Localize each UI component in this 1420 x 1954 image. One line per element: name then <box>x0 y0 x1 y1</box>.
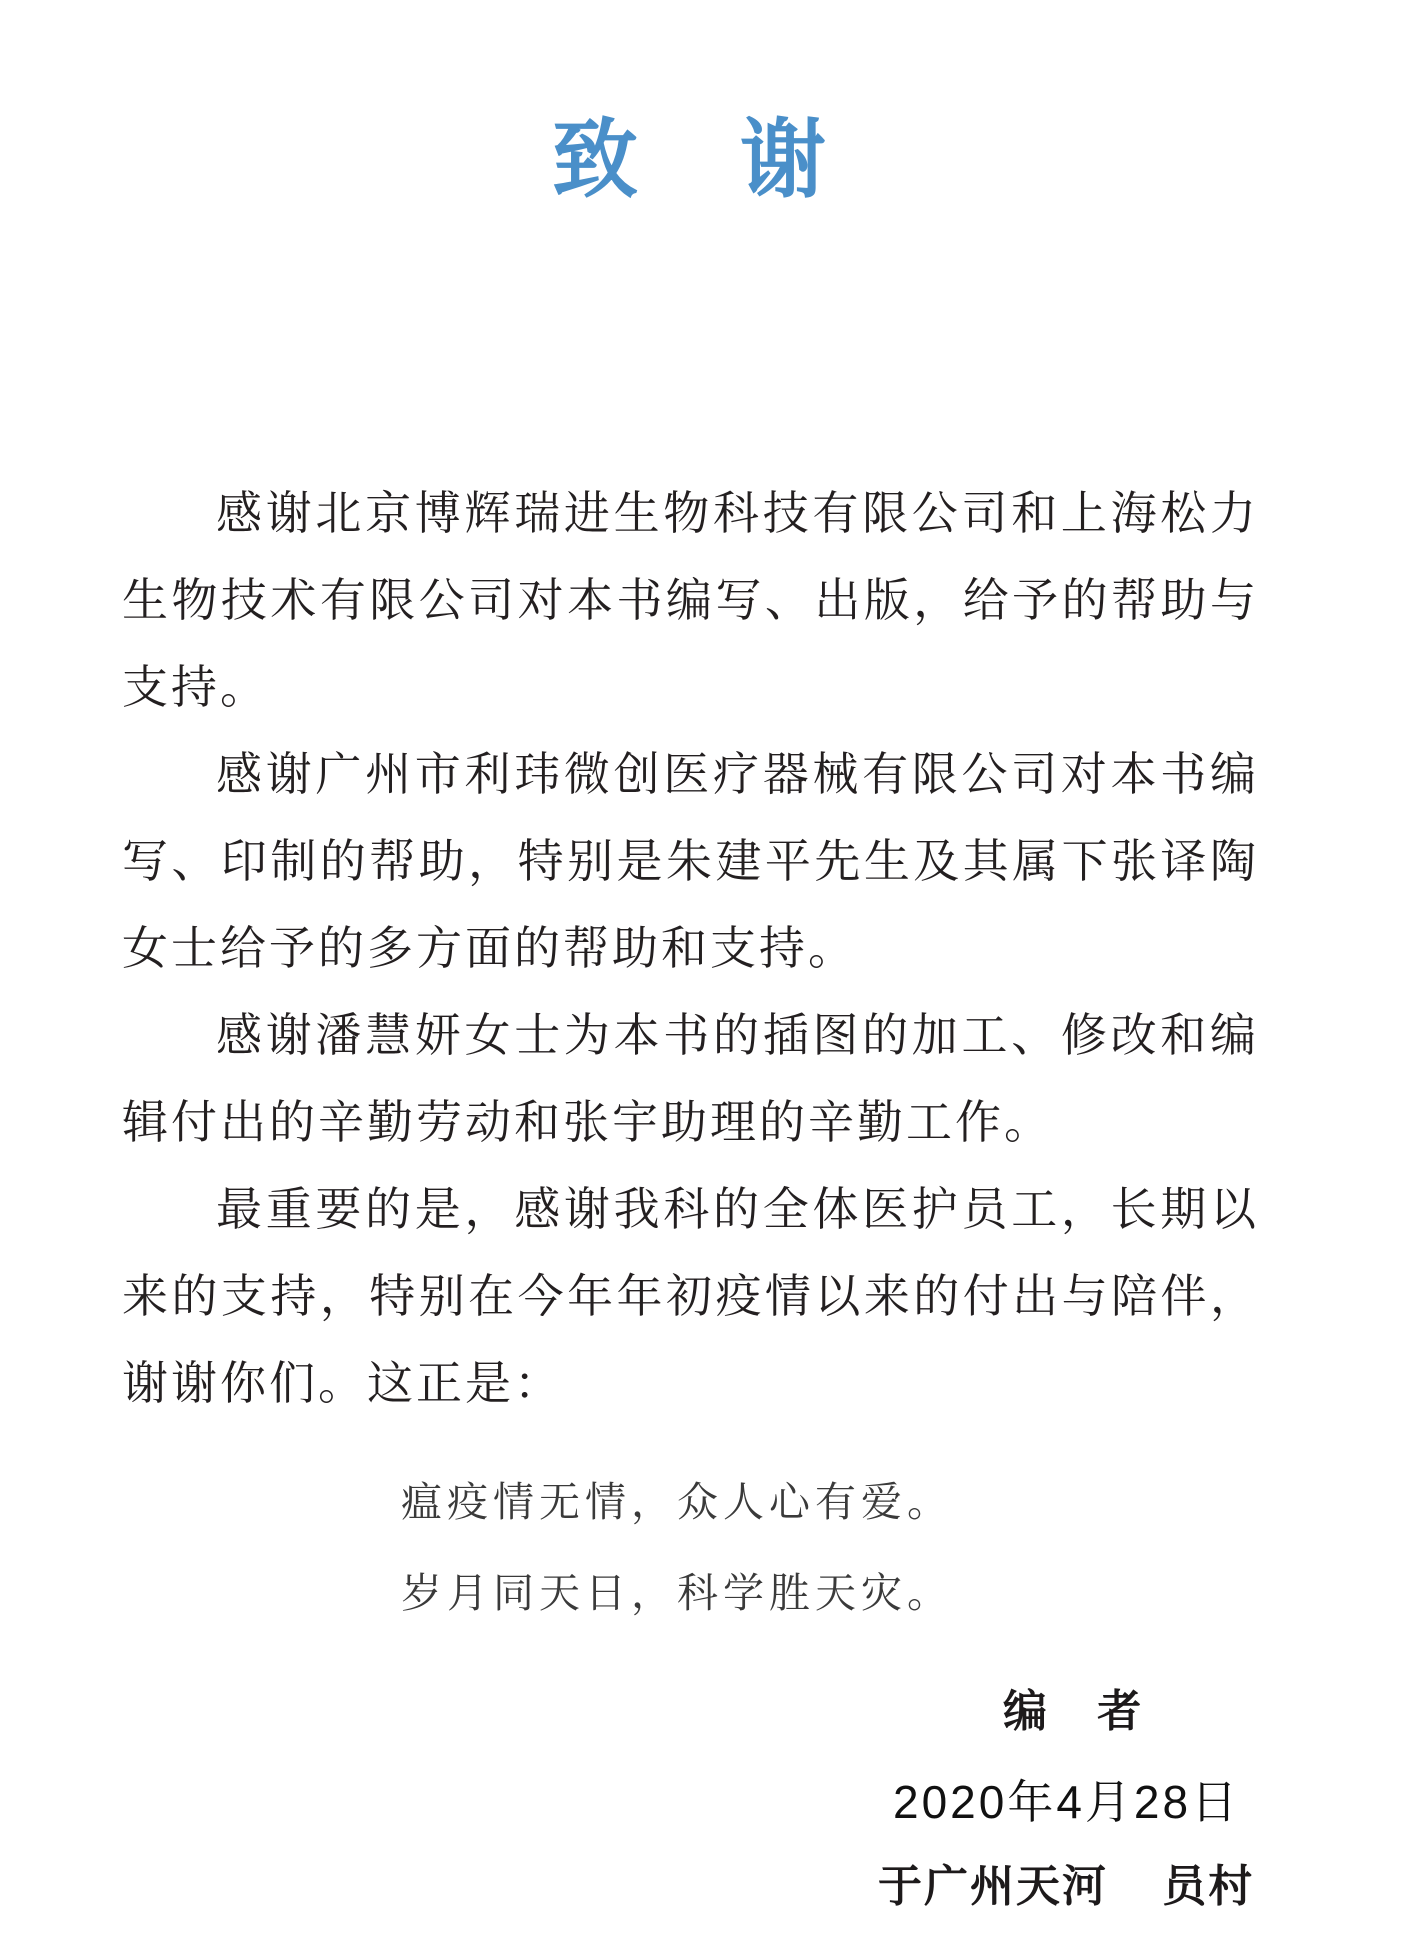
paragraph <box>122 731 1256 992</box>
acknowledgment-body <box>122 470 1256 1427</box>
paragraph <box>122 992 1256 1166</box>
text-line: 谢谢你们。这正是： <box>122 1357 563 1409</box>
paragraph <box>122 470 1256 731</box>
text-line: 女士给予的多方面的帮助和支持。 <box>122 922 857 974</box>
signature-author: 编 者 <box>1003 1687 1142 1736</box>
poem-line: 岁月同天日，科学胜天灾。 <box>401 1569 953 1617</box>
text-line: 感谢潘慧妍女士为本书的插图的加工、修改和编 <box>216 1009 1256 1061</box>
text-line: 生物技术有限公司对本书编写、出版，给予的帮助与 <box>122 574 1256 626</box>
text-line: 感谢北京博辉瑞进生物科技有限公司和上海松力 <box>216 487 1256 539</box>
page-title: 致 谢 <box>552 112 826 208</box>
signature-date: 2020年4月28日 <box>893 1776 1241 1828</box>
text-line: 最重要的是，感谢我科的全体医护员工，长期以 <box>216 1183 1256 1235</box>
poem-verse <box>401 1457 953 1639</box>
text-line: 辑付出的辛勤劳动和张宇助理的辛勤工作。 <box>122 1096 1053 1148</box>
text-line: 来的支持，特别在今年年初疫情以来的付出与陪伴， <box>122 1270 1256 1322</box>
text-line: 支持。 <box>122 661 269 713</box>
text-line: 感谢广州市利玮微创医疗器械有限公司对本书编 <box>216 748 1256 800</box>
text-line: 写、印制的帮助，特别是朱建平先生及其属下张译陶 <box>122 835 1256 887</box>
paragraph <box>122 1166 1256 1427</box>
signature-place: 于广州天河 员村 <box>878 1862 1255 1911</box>
poem-line: 瘟疫情无情，众人心有爱。 <box>401 1478 953 1526</box>
